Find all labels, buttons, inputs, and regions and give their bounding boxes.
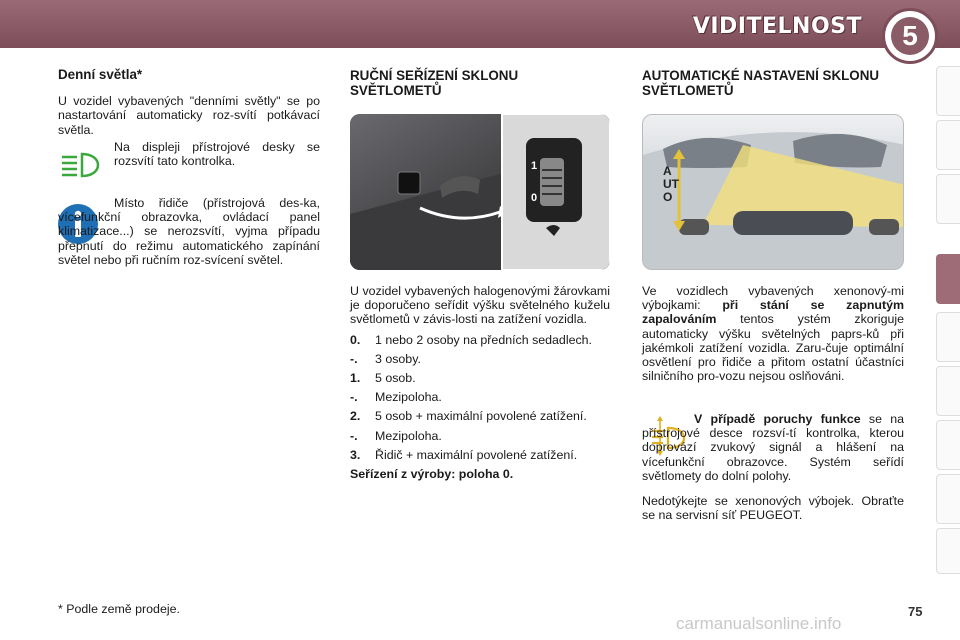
intro-bold: při stání se zapnutým zapalováním — [642, 298, 904, 327]
section-heading: AUTOMATICKÉ NASTAVENÍ SKLONU SVĚTLOMETŮ — [642, 68, 880, 98]
chapter-tabs — [936, 66, 960, 574]
intro-post: tentos ystém zkoriguje automaticky výšku světelných paprs-ků při jakémkoli zatížení vozidla. Zaru-čuje optimální osvětlení pro řidiče a přitom ostatní účastníci silničního pro-vozu nejsou oslňováni. — [642, 312, 904, 384]
list-item: 3. Řidič + maximální povolené zatížení. — [350, 447, 578, 462]
section-heading: Denní světla* — [58, 67, 143, 82]
watermark: carmanualsonline.info — [676, 614, 842, 633]
daytime-lights-section — [58, 68, 320, 137]
chapter-tab[interactable] — [936, 366, 960, 416]
factory-setting: Seřízení z výroby: poloha 0. — [350, 467, 514, 482]
auto-adjust-body — [642, 284, 904, 383]
dashboard-photo — [350, 114, 610, 270]
chapter-tab[interactable] — [936, 312, 960, 362]
list-item: 0. 1 nebo 2 osoby na předních sedadlech. — [350, 332, 592, 347]
intro-pre: Ve vozidlech vybavených xenonový-mi výbojkami: — [642, 284, 904, 313]
xenon-warning-note: Nedotýkejte se xenonových výbojek. Obraťte se na servisní síť PEUGEOT. — [642, 494, 904, 523]
chapter-number: 5 — [891, 17, 929, 55]
chapter-tab[interactable] — [936, 528, 960, 574]
list-item: -. Mezipoloha. — [350, 428, 442, 443]
indicator-note: Na displeji přístrojové desky se rozsvítí tato kontrolka. — [114, 140, 320, 169]
list-item: 1. 5 osob. — [350, 371, 416, 386]
section-heading: RUČNÍ SEŘÍZENÍ SKLONU SVĚTLOMETŮ — [350, 68, 519, 98]
fault-bold: V případě poruchy funkce — [694, 412, 861, 426]
manual-adjust-body — [350, 284, 610, 481]
chapter-tab[interactable] — [936, 474, 960, 524]
load-position-list — [350, 333, 610, 462]
fault-text: se na přístrojové desce rozsví-tí kontrolka, kterou doprovází zvukový signál a hlášení na vícefunkční obrazovce. Systém seřídí světlomety do dolní polohy. — [642, 412, 904, 483]
chapter-tab-active[interactable] — [936, 254, 960, 304]
section-intro: U vozidel vybavených "denními světly" se po nastartování automaticky roz-svítí potkávací světla. — [58, 94, 320, 137]
list-item: -. Mezipoloha. — [350, 390, 442, 405]
chapter-badge — [882, 8, 938, 64]
list-item: -. 3 osoby. — [350, 351, 421, 366]
chapter-tab[interactable] — [936, 174, 960, 224]
manual-adjust-section — [350, 68, 610, 98]
list-item: 2. 5 osob + maximální povolené zatížení. — [350, 409, 587, 424]
chapter-tab[interactable] — [936, 120, 960, 170]
car-front-photo — [642, 114, 904, 270]
auto-adjust-section — [642, 68, 904, 98]
info-note: Místo řidiče (přístrojová des-ka, vícefunkční obrazovka, ovládací panel klimatizace...) se nerozsvítí, vyjma případu přepnutí do režimu automatického zapínání světel nebo při ručním roz-svícení světel. — [58, 196, 320, 267]
section-intro: U vozidel vybavených halogenovými žárovkami je doporučeno seřídit výšku světelného kuželu světlometů v závis-losti na zatížení vozidla. — [350, 284, 610, 327]
page-number: 75 — [908, 604, 923, 619]
daytime-light-icon — [58, 148, 106, 182]
footnote: * Podle země prodeje. — [58, 602, 180, 616]
dial-label-bottom: 0 — [531, 192, 538, 204]
auto-label: AUTO — [663, 164, 679, 204]
chapter-tab[interactable] — [936, 66, 960, 116]
dial-label-top: 1 — [531, 160, 538, 172]
fault-note — [642, 412, 904, 483]
header-band — [0, 0, 960, 48]
chapter-tab[interactable] — [936, 420, 960, 470]
page-title: VIDITELNOST — [692, 14, 862, 39]
